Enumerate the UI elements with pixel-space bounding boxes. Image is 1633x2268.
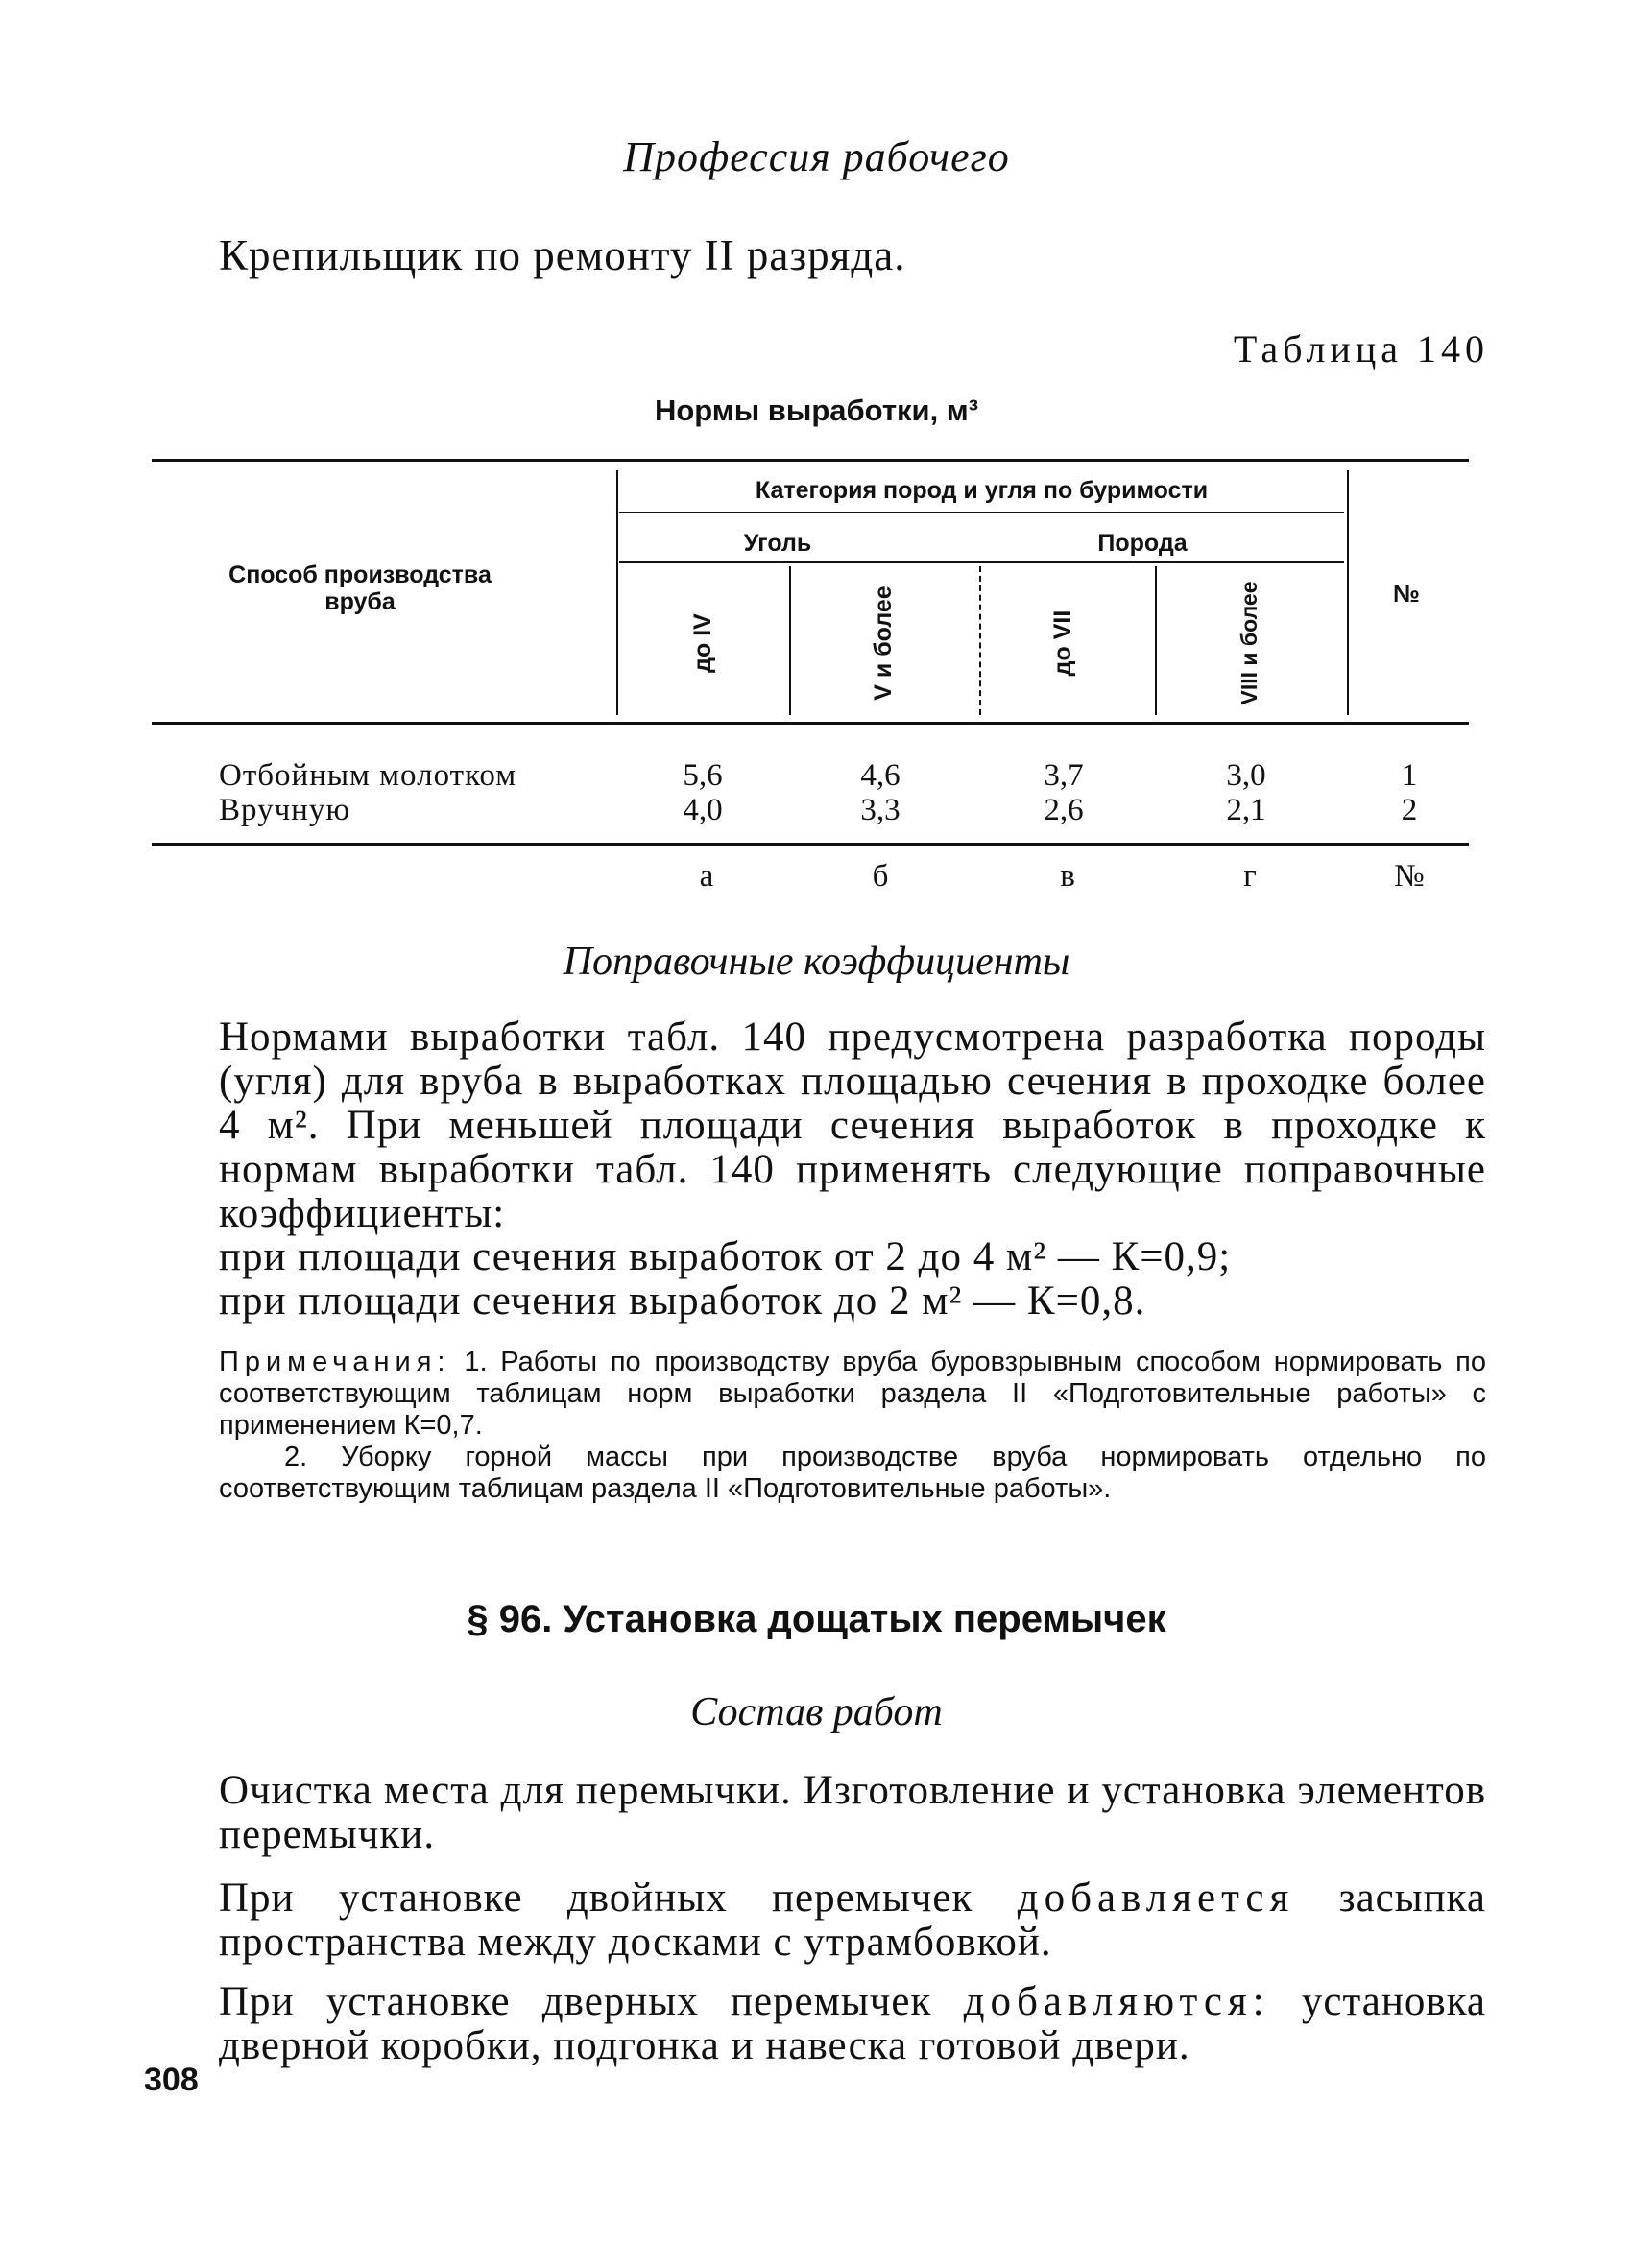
table-top-rule	[152, 459, 1469, 462]
note-2: 2. Уборку горной массы при производстве вруба нормировать отдельно по соответствующим таблицам раздела II «Подготовительные работы».	[219, 1442, 1486, 1504]
table-cell: 4,0	[683, 793, 723, 827]
subcol-coal-up-to-iv: до IV	[689, 613, 716, 673]
note-1: 1. Работы по производству вруба буровзрывным способом нормировать по соответствующим таблицам норм выработки раздела II «Подготовительные работы» с применением К=0,7.	[219, 1347, 1486, 1441]
body-bottom-rule	[152, 843, 1469, 846]
composition-heading: Состав работ	[690, 1690, 943, 1734]
coal-rock-underline	[619, 561, 1344, 563]
para-2-spaced: добавляется	[1017, 1875, 1295, 1921]
table-cell: 2	[1401, 793, 1418, 827]
corrections-heading: Поправочные коэффициенты	[563, 940, 1070, 984]
header-right-rule	[1347, 470, 1349, 715]
composition-paragraph-2	[219, 1876, 1486, 1965]
table-cell: 1	[1401, 758, 1418, 793]
column-letter: в	[1060, 859, 1075, 894]
category-underline	[619, 512, 1344, 513]
notes-label: Примечания:	[219, 1347, 451, 1377]
subcol-rule-3	[1155, 566, 1157, 715]
column-letter: г	[1243, 859, 1257, 894]
header-left-rule	[616, 470, 618, 715]
category-header: Категория пород и угля по буримости	[755, 477, 1209, 504]
subcol-rule-2	[979, 566, 981, 715]
table-cell: 3,0	[1226, 758, 1266, 793]
subcol-coal-v-and-more: V и более	[870, 585, 897, 701]
table-cell: 2,6	[1044, 793, 1084, 827]
table-title: Нормы выработки, м³	[654, 394, 979, 427]
table-cell: 3,3	[860, 793, 901, 827]
subcol-rule-1	[789, 566, 791, 715]
correction-line-1: при площади сечения выработок от 2 до 4 м² — К=0,9;	[219, 1234, 1232, 1279]
page-number: 308	[144, 2062, 199, 2098]
correction-line-2: при площади сечения выработок до 2 м² — К=0,8.	[219, 1278, 1146, 1324]
profession-heading: Профессия рабочего	[623, 133, 1010, 180]
para-3-spaced: добавляются:	[963, 1979, 1270, 2024]
header-bottom-rule	[152, 722, 1469, 725]
coal-header: Уголь	[743, 530, 812, 557]
column-letter: б	[872, 859, 889, 894]
table-cell: 5,6	[683, 758, 723, 793]
method-header: Способ производства вруба	[228, 561, 492, 615]
composition-paragraph-3	[219, 1980, 1486, 2068]
para-3-end: установка дверной коробки, подгонка и навеска готовой двери.	[219, 1979, 1487, 2068]
num-header: №	[1393, 581, 1420, 608]
notes-block	[219, 1347, 1486, 1442]
para-3-start: При установке дверных перемычек	[219, 1979, 932, 2024]
table-cell: 3,7	[1044, 758, 1084, 793]
column-letter-num: №	[1394, 859, 1425, 894]
table-number: Таблица 140	[1233, 327, 1489, 370]
para-2-start: При установке двойных перемычек	[219, 1875, 973, 1921]
column-letter: а	[699, 859, 714, 894]
row-label: Отбойным молотком	[219, 758, 517, 793]
subcol-rock-viii-and-more: VIII и более	[1237, 581, 1261, 705]
row-label: Вручную	[219, 793, 350, 827]
corrections-paragraph: Нормами выработки табл. 140 предусмотрена разработка породы (угля) для вруба в выработках площадью сечения в проходке более 4 м². При меньшей площади сечения выработок в проходке к нормам выработки табл. 140 применять следующие поправочные коэффициенты:	[219, 1015, 1486, 1236]
rock-header: Порода	[1097, 530, 1188, 557]
section-title: § 96. Установка дощатых перемычек	[467, 1598, 1166, 1640]
para-2-end: засыпка пространства между досками с утрамбовкой.	[219, 1875, 1486, 1965]
composition-paragraph-1: Очистка места для перемычки. Изготовление и установка элементов перемычки.	[219, 1768, 1486, 1857]
table-cell: 2,1	[1226, 793, 1266, 827]
worker-text: Крепильщик по ремонту II разряда.	[219, 231, 906, 279]
table-cell: 4,6	[860, 758, 901, 793]
subcol-rock-up-to-vii: до VII	[1049, 609, 1076, 677]
